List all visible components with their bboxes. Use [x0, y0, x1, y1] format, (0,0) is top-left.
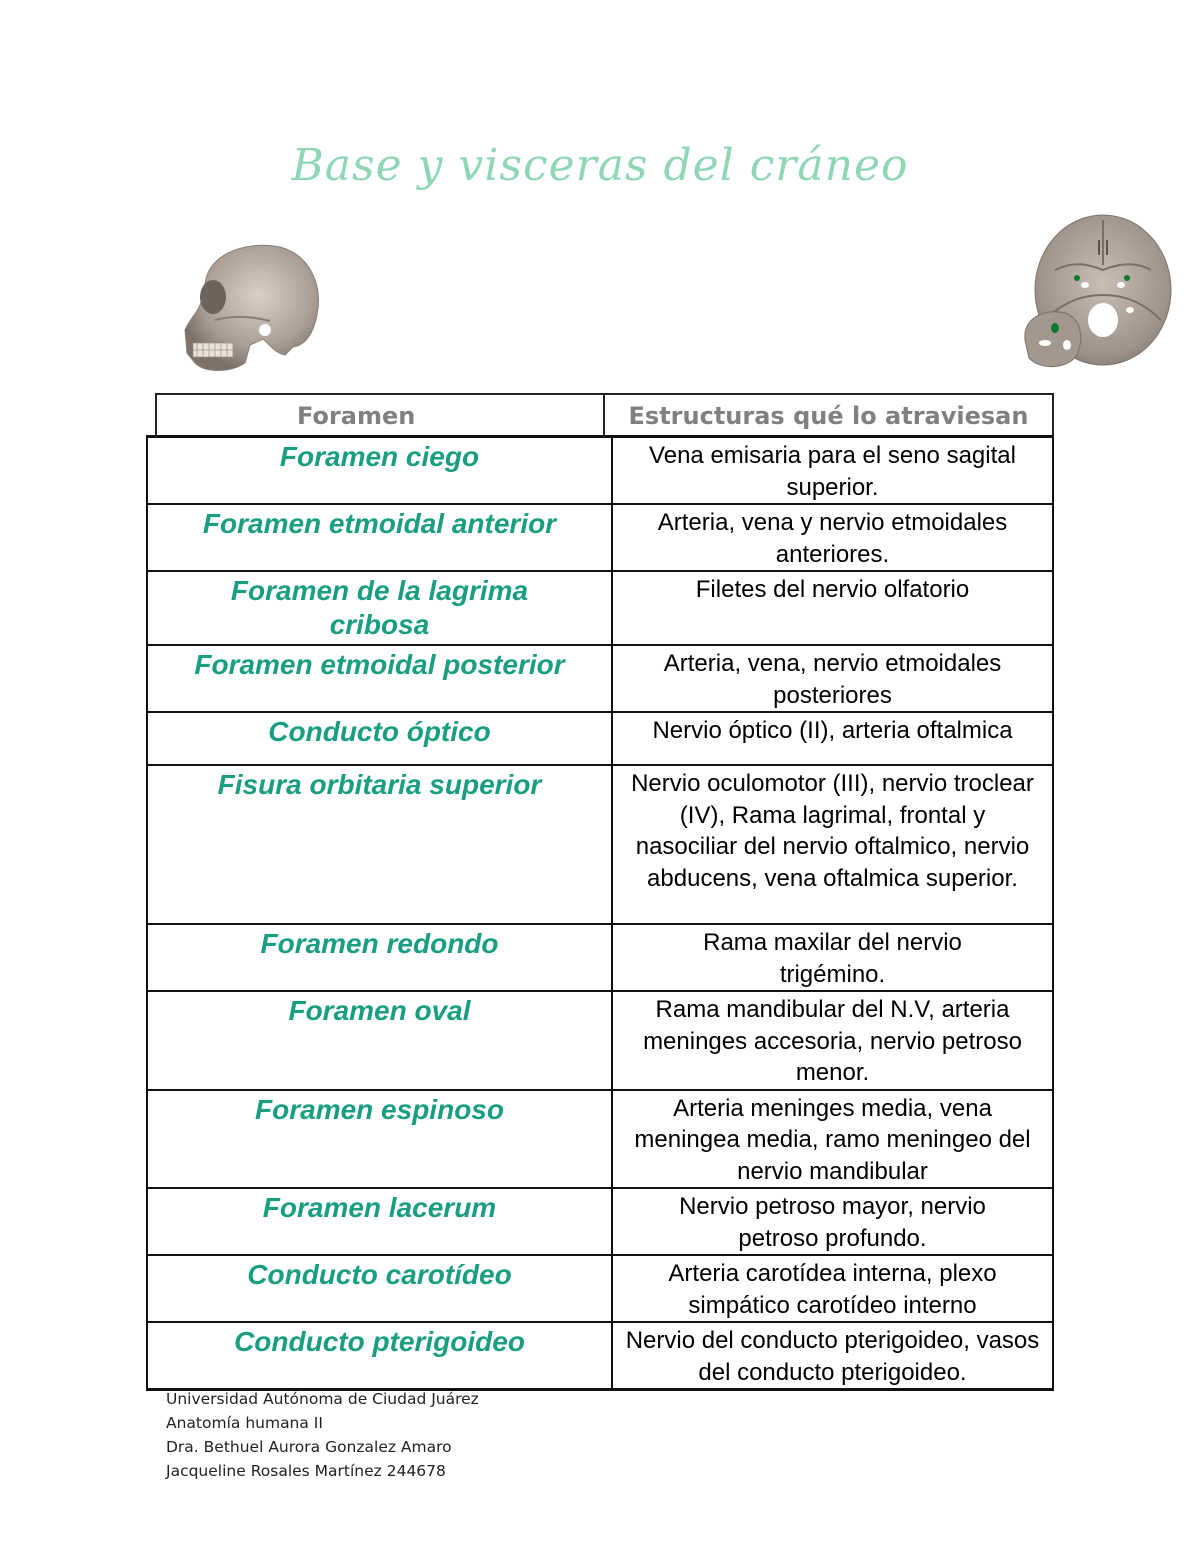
structures-cell: Arteria, vena, nervio etmoidales posteriores	[612, 645, 1053, 712]
foramen-name: Foramen oval	[147, 991, 612, 1090]
cranial-base-image	[1015, 210, 1180, 375]
structures-cell: Rama mandibular del N.V, arteria meninges accesoria, nervio petroso menor.	[612, 991, 1053, 1090]
foramen-name: Foramen redondo	[147, 924, 612, 991]
table-header	[155, 393, 1054, 436]
table-row	[147, 712, 1053, 765]
table-row	[147, 437, 1053, 505]
foramen-name: Foramen ciego	[147, 437, 612, 505]
document-title: Base y visceras del cráneo	[291, 140, 909, 191]
foramen-name: Conducto óptico	[147, 712, 612, 765]
footer-student: Jacqueline Rosales Martínez 244678	[166, 1462, 446, 1480]
foramen-name: Conducto carotídeo	[147, 1255, 612, 1322]
foramen-name: Foramen de la lagrima cribosa	[147, 571, 612, 645]
foramen-name: Foramen etmoidal posterior	[147, 645, 612, 712]
foramen-table	[146, 435, 1054, 1391]
foramen-name: Foramen etmoidal anterior	[147, 504, 612, 571]
table-row	[147, 924, 1053, 991]
skull-base-icon	[1015, 210, 1180, 375]
structures-cell: Nervio petroso mayor, nervio petroso profundo.	[612, 1188, 1053, 1255]
structures-cell: Arteria, vena y nervio etmoidales anteriores.	[612, 504, 1053, 571]
foramen-name: Foramen espinoso	[147, 1090, 612, 1189]
footer-course: Anatomía humana II	[166, 1414, 323, 1432]
header-structures: Estructuras qué lo atraviesan	[628, 401, 1029, 430]
table-row	[147, 991, 1053, 1090]
table-row	[147, 1090, 1053, 1189]
structures-cell: Filetes del nervio olfatorio	[612, 571, 1053, 645]
structures-cell: Nervio óptico (II), arteria oftalmica	[612, 712, 1053, 765]
skull-lateral-icon	[175, 235, 325, 385]
foramen-name: Conducto pterigoideo	[147, 1322, 612, 1390]
structures-cell: Nervio del conducto pterigoideo, vasos del conducto pterigoideo.	[612, 1322, 1053, 1390]
lateral-skull-image	[175, 235, 325, 385]
table-row	[147, 571, 1053, 645]
table-row	[147, 504, 1053, 571]
table-row	[147, 1188, 1053, 1255]
foramen-name: Foramen lacerum	[147, 1188, 612, 1255]
structures-cell: Vena emisaria para el seno sagital superior.	[612, 437, 1053, 505]
table-row	[147, 645, 1053, 712]
structures-cell: Nervio oculomotor (III), nervio troclear (IV), Rama lagrimal, frontal y nasociliar del nervio oftalmico, nervio abducens, vena oftalmica superior.	[612, 765, 1053, 924]
footer-professor: Dra. Bethuel Aurora Gonzalez Amaro	[166, 1438, 452, 1456]
footer-university: Universidad Autónoma de Ciudad Juárez	[166, 1390, 479, 1408]
header-foramen: Foramen	[157, 395, 605, 436]
table-row	[147, 765, 1053, 924]
table-row	[147, 1322, 1053, 1390]
footer-credits	[166, 1387, 479, 1483]
structures-cell: Rama maxilar del nervio trigémino.	[612, 924, 1053, 991]
structures-cell: Arteria meninges media, vena meningea media, ramo meningeo del nervio mandibular	[612, 1090, 1053, 1189]
structures-cell: Arteria carotídea interna, plexo simpático carotídeo interno	[612, 1255, 1053, 1322]
foramen-name: Fisura orbitaria superior	[147, 765, 612, 924]
table-row	[147, 1255, 1053, 1322]
